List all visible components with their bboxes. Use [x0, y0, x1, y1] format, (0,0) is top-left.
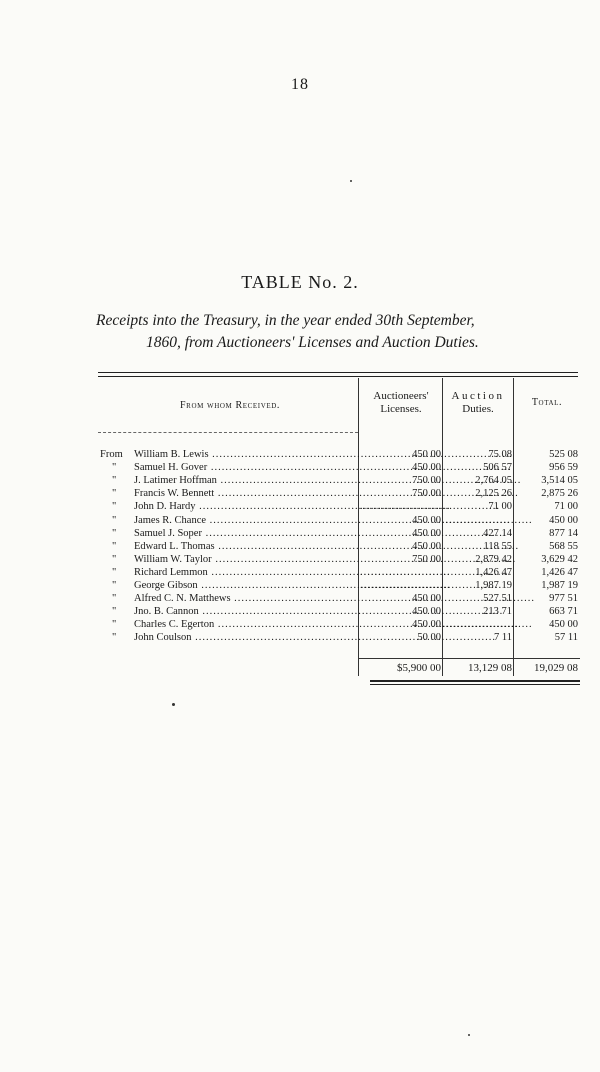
row-total: 3,514 05	[541, 475, 578, 487]
row-total: 3,629 42	[541, 553, 578, 565]
header-licenses-line1: Auctioneers'	[373, 390, 429, 402]
caption-line-1: Receipts into the Treasury, in the year ended 30th September,	[96, 312, 475, 329]
row-duties-leader: .........................	[442, 514, 533, 526]
header-duties-line1: Auction	[451, 390, 505, 402]
row-name: Edward L. Thomas .....	[134, 540, 356, 553]
row-total: 450 00	[549, 619, 578, 631]
bottom-rule-thin	[370, 684, 580, 685]
header-licenses	[360, 390, 442, 416]
row-prefix: "	[112, 527, 117, 539]
row-licenses: 450 00	[412, 606, 441, 618]
row-duties: 506 57	[483, 462, 512, 474]
table-row	[98, 579, 578, 592]
header-duties	[443, 390, 513, 416]
row-total: 525 08	[549, 449, 578, 460]
row-name: James R. Chance .....	[134, 514, 356, 527]
table-row	[98, 487, 578, 500]
table-title: TABLE No. 2.	[241, 272, 359, 292]
row-total: 663 71	[549, 606, 578, 618]
row-licenses: 750 00	[412, 475, 441, 487]
row-duties: 427 14	[483, 527, 512, 539]
row-prefix: "	[112, 632, 117, 644]
row-duties: 2,125 26	[475, 488, 512, 500]
row-total: 977 51	[549, 593, 578, 605]
row-name: Jno. B. Cannon .....	[134, 605, 356, 618]
row-licenses: 450 00	[412, 514, 441, 526]
row-total: 57 11	[554, 632, 578, 644]
table-row	[98, 540, 578, 553]
table-caption	[96, 310, 586, 354]
row-licenses: 450 00	[412, 462, 441, 474]
row-duties: 7 11	[494, 632, 512, 644]
row-licenses: 450 00	[412, 593, 441, 605]
caption-line-2: 1860, from Auctioneers' Licenses and Auction Duties.	[146, 334, 479, 351]
row-licenses: 450 00	[412, 449, 441, 460]
row-licenses-leader: .........................	[360, 501, 451, 513]
bottom-rule-thick	[370, 680, 580, 682]
row-prefix: "	[112, 566, 117, 578]
header-duties-line2: Duties.	[462, 403, 494, 415]
totals-row	[98, 662, 578, 676]
row-total: 568 55	[549, 540, 578, 552]
row-prefix: From	[100, 449, 123, 460]
row-licenses-leader: .........................	[360, 566, 451, 578]
row-licenses: 450 00	[412, 540, 441, 552]
table-row	[98, 553, 578, 566]
row-duties: 118 55	[483, 540, 512, 552]
row-licenses: 50 00	[417, 632, 441, 644]
ink-speck	[172, 703, 175, 706]
row-prefix: "	[112, 593, 117, 605]
total-duties: 13,129 08	[468, 662, 512, 674]
row-licenses-leader: .........................	[360, 580, 451, 591]
row-name: Francis W. Bennett .....	[134, 487, 356, 500]
header-licenses-line2: Licenses.	[380, 403, 422, 415]
row-name: Samuel H. Gover .....	[134, 461, 356, 474]
table-row	[98, 461, 578, 474]
table-row	[98, 500, 578, 513]
row-name: John Coulson .....	[134, 631, 356, 644]
row-duties: 527 51	[483, 593, 512, 605]
row-prefix: "	[112, 553, 117, 565]
row-prefix: "	[112, 475, 117, 487]
row-name: William B. Lewis .....	[134, 448, 356, 461]
table-row	[98, 631, 578, 644]
row-duties: 2,879 42	[475, 553, 512, 565]
row-name: John D. Hardy .....	[134, 500, 356, 513]
row-total: 956 59	[549, 462, 578, 474]
header-separator	[98, 432, 358, 433]
table-top-rule	[98, 372, 578, 373]
row-duties: 1,426 47	[475, 566, 512, 578]
table-row	[98, 592, 578, 605]
row-total: 71 00	[554, 501, 578, 513]
table-row	[98, 618, 578, 631]
page-number: 18	[291, 76, 309, 93]
row-total: 1,426 47	[541, 566, 578, 578]
row-duties-leader: .........................	[442, 619, 533, 631]
grand-total: 19,029 08	[534, 662, 578, 674]
row-name: Alfred C. N. Matthews .....	[134, 592, 356, 605]
table-row	[98, 605, 578, 618]
row-licenses: 750 00	[412, 553, 441, 565]
header-total: Total.	[531, 397, 563, 408]
row-name: George Gibson .....	[134, 579, 356, 592]
row-prefix: "	[112, 462, 117, 474]
row-total: 450 00	[549, 514, 578, 526]
ink-speck	[468, 1034, 470, 1036]
row-licenses: 450 00	[412, 527, 441, 539]
row-prefix: "	[112, 514, 117, 526]
row-prefix: "	[112, 540, 117, 552]
row-duties: 75 08	[488, 449, 512, 460]
row-prefix: "	[112, 580, 117, 591]
row-total: 877 14	[549, 527, 578, 539]
total-licenses: $5,900 00	[397, 662, 441, 674]
row-name: William W. Taylor .....	[134, 553, 356, 566]
row-name: Charles C. Egerton .....	[134, 618, 356, 631]
row-total: 2,875 26	[541, 488, 578, 500]
table-top-rule-thin	[98, 376, 578, 377]
totals-rule	[358, 658, 580, 659]
ink-speck	[350, 180, 352, 182]
row-duties: 1,987 19	[475, 580, 512, 591]
row-name: Samuel J. Soper .....	[134, 527, 356, 540]
row-name: J. Latimer Hoffman .....	[134, 474, 356, 487]
row-licenses: 750 00	[412, 488, 441, 500]
row-prefix: "	[112, 501, 117, 513]
row-total: 1,987 19	[541, 580, 578, 591]
row-duties: 213 71	[483, 606, 512, 618]
row-duties: 71 00	[488, 501, 512, 513]
row-prefix: "	[112, 619, 117, 631]
table-row	[98, 514, 578, 527]
table-row	[98, 527, 578, 540]
row-prefix: "	[112, 606, 117, 618]
table-row	[98, 566, 578, 579]
table-row	[98, 474, 578, 487]
row-licenses: 450 00	[412, 619, 441, 631]
row-prefix: "	[112, 488, 117, 500]
row-name: Richard Lemmon .....	[134, 566, 356, 579]
header-from-whom-received: From whom Received.	[180, 400, 280, 411]
row-duties: 2,764 05	[475, 475, 512, 487]
table-row	[98, 448, 578, 461]
